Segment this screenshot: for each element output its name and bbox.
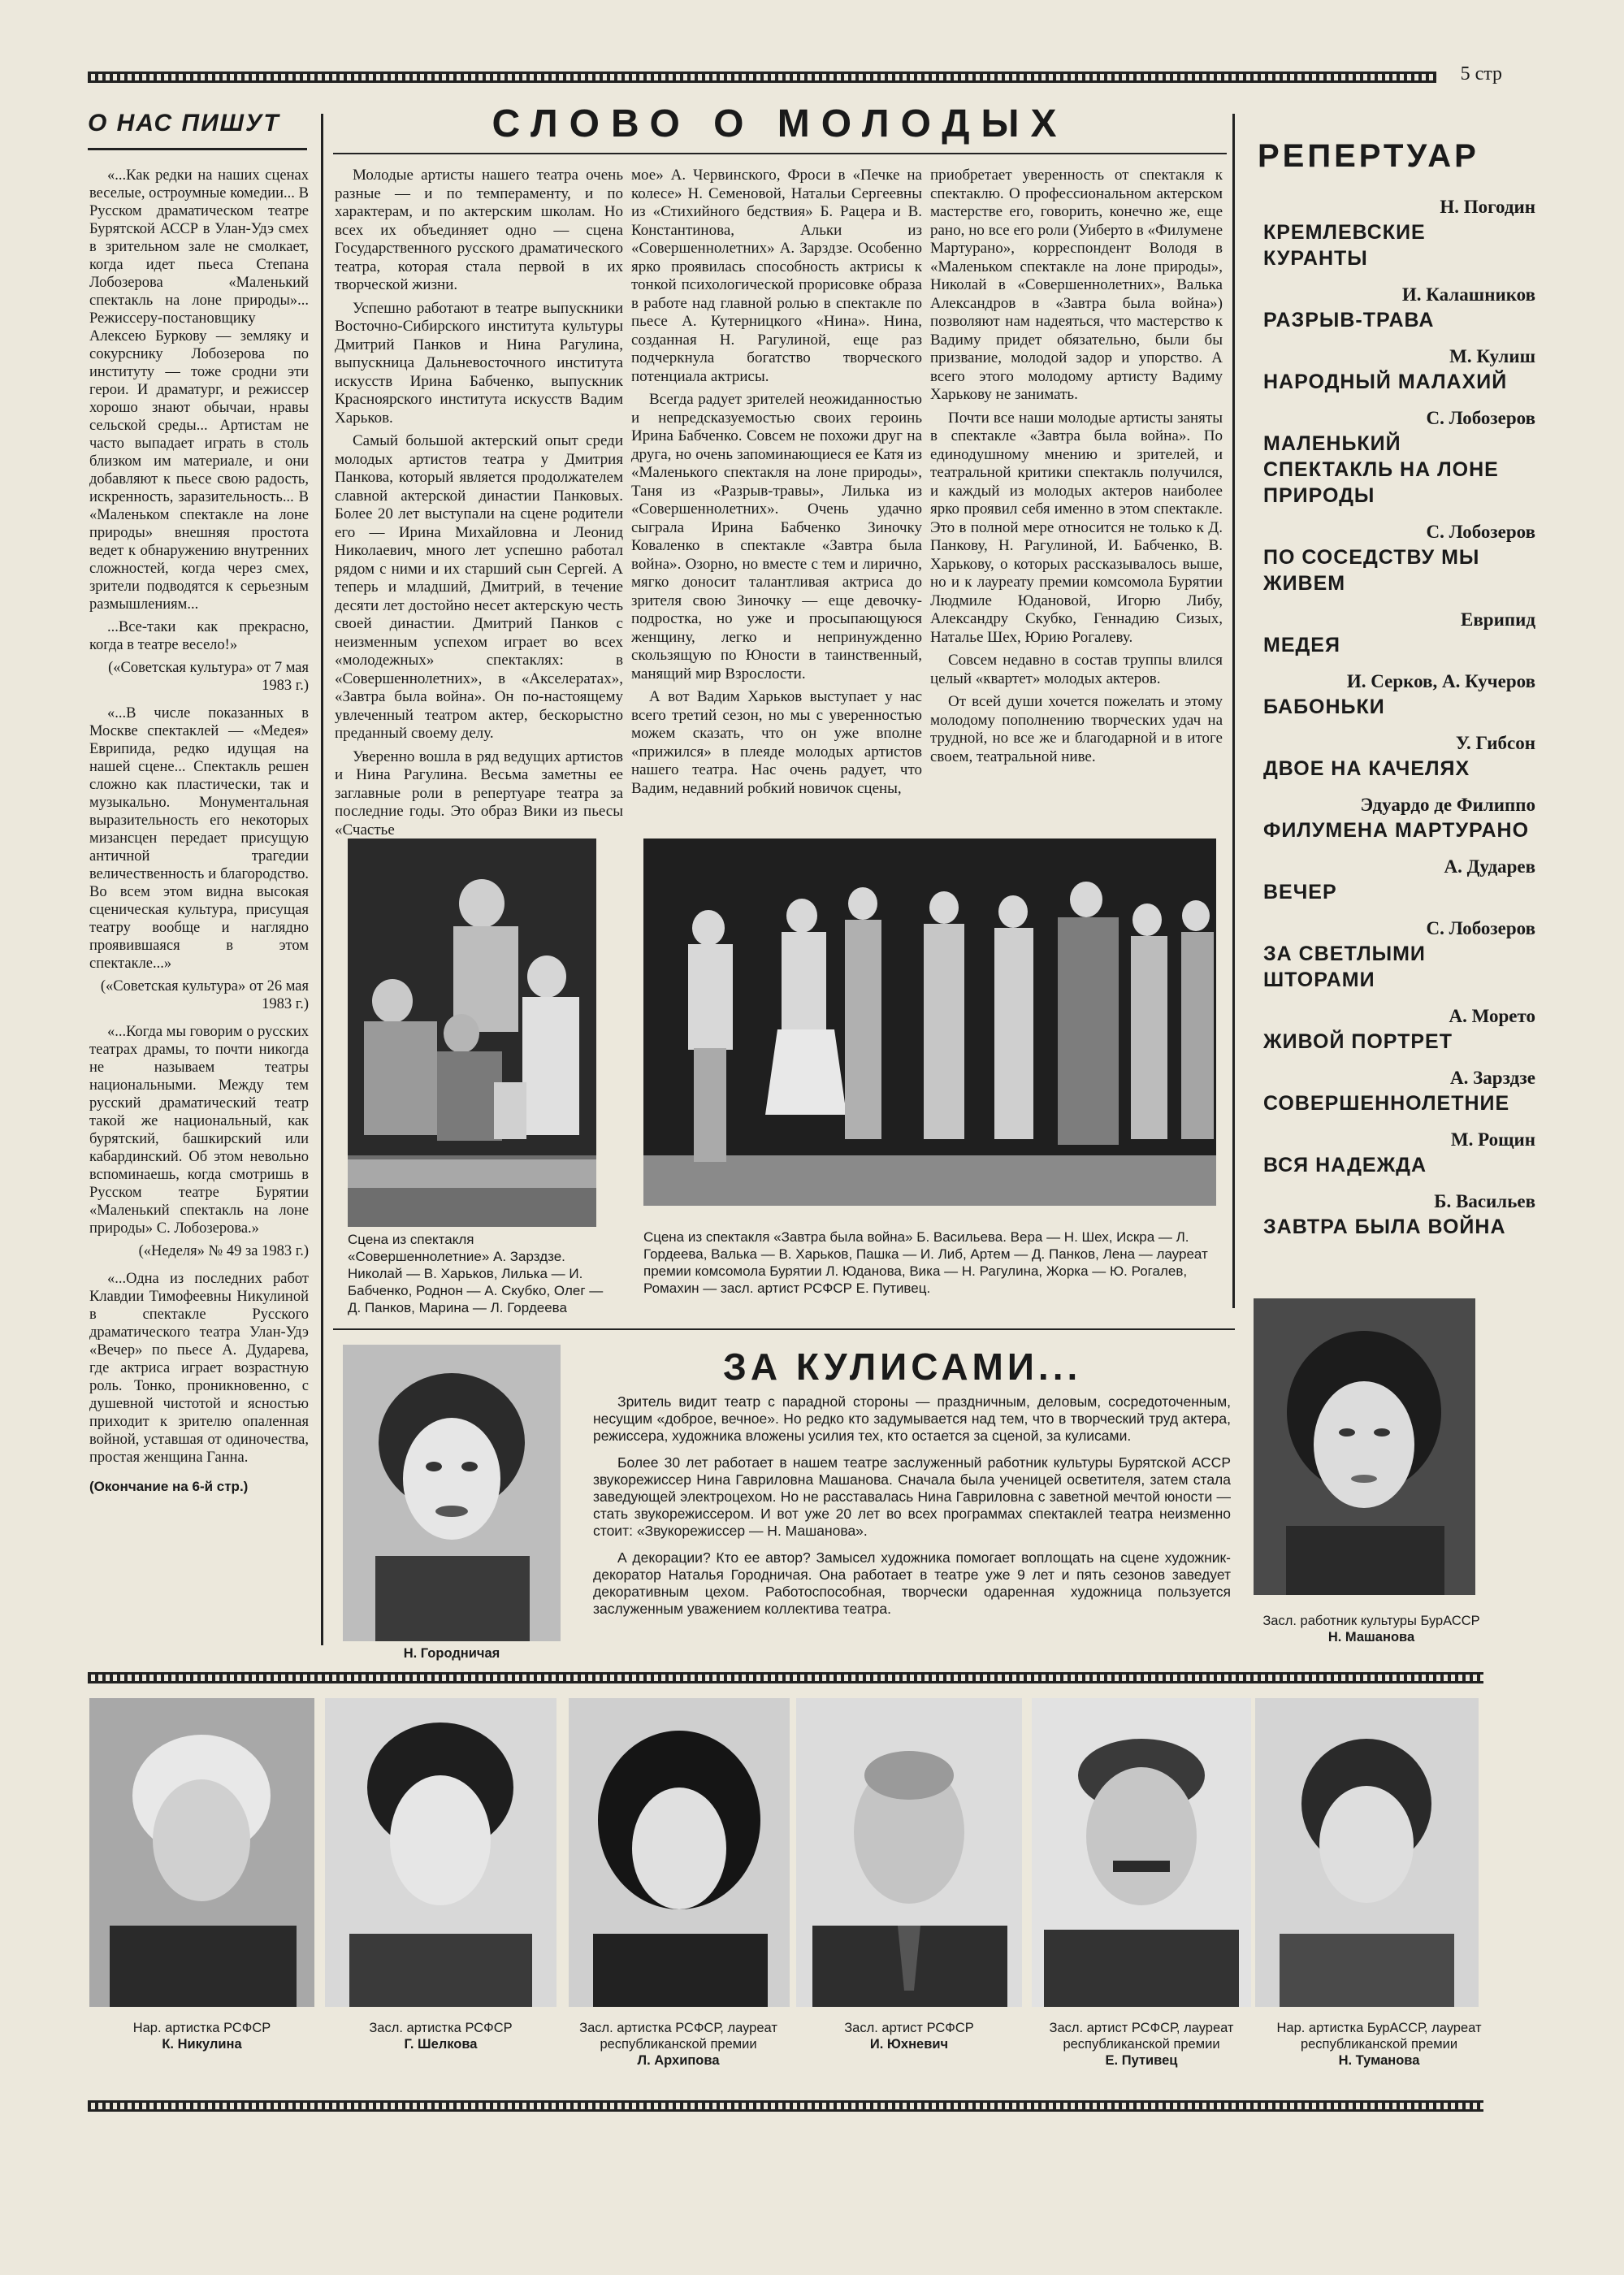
slovo-column-1	[335, 167, 623, 844]
repertoire-list	[1263, 195, 1535, 1251]
article-paragraph: Всегда радует зрителей неожиданностью и непредсказуемостью своих героинь Ирина Бабченко. Совсем не похожи друг на друга, но очень запоминающиеся ее Катя из «Маленького спектакля на лоне природы», Таня из «Разрыв-травы», Лилька из «Совершеннолетних». Очень удачно сыграла Ирина Бабченко Зиночку Коваленко в спектакле «Завтра была война». Озорно, но вместе с тем и лирично, мягко доносит талантливая актриса до зрителя свою Зиночку — еще девочку-подростка, но уже и просыпающуюся женщину, легко и непринужденно скользящую по Юности в таинственный, манящий мир Взрослости.	[631, 391, 922, 682]
caption-zavtra-byla-voyna: Сцена из спектакля «Завтра была война» Б. Васильева. Вера — Н. Шех, Искра — Л. Гордеева, Валька — В. Харьков, Пашка — И. Либ, Артем — Д. Панков, Лена — лауреат премии комсомола Бурятии Л. Юданова, Вика — Н. Рагулина, Жорка — Ю. Рогалев, Ромахин — засл. артист РСФСР Е. Путивец.	[643, 1229, 1208, 1296]
play-title: ЗА СВЕТЛЫМИ ШТОРАМИ	[1263, 942, 1426, 991]
play-author: А. Морето	[1449, 1006, 1535, 1026]
play-author: А. Зарздзе	[1449, 1068, 1535, 1088]
repertoire-item	[1263, 608, 1535, 658]
play-title: БАБОНЬКИ	[1263, 696, 1385, 718]
play-title: МАЛЕНЬКИЙ СПЕКТАКЛЬ НА ЛОНЕ ПРИРОДЫ	[1263, 432, 1499, 507]
article-paragraph: Успешно работают в театре выпускники Восточно-Сибирского института культуры Дмитрий Панков и Нина Рагулина, выпускница Дальневосточного института искусств Ирина Бабченко, выпускник Красноярского института искусств Вадим Харьков.	[335, 299, 623, 427]
portrait-title: Засл. артистка РСФСР, лауреат республиканской премии	[579, 2021, 777, 2052]
portrait-title: Нар. артистка РСФСР	[132, 2021, 271, 2035]
play-author: С. Лобозеров	[1426, 522, 1535, 542]
portrait-caption	[1263, 2020, 1495, 2069]
repertoire-item	[1263, 793, 1535, 843]
portrait-caption	[796, 2020, 1022, 2052]
article-paragraph: Почти все наши молодые артисты заняты в спектакле «Завтра была война». По единодушному мнению и зрителей, и театральной критики спектакль получился, и каждый из молодых актеров наиболее ярко проявил себя именно в этом спектакле. Это в полной мере относится не только к Д. Панкову, Н. Рагулиной, И. Бабченко, В. Харькову, о которых рассказывалось выше, но и к лауреату премии комсомола Бурятии Людмиле Юдановой, Игорю Либу, Александру Скубко, Геннадию Сизых, Наталье Шех, Юрию Рогалеву.	[930, 409, 1223, 646]
page-number: 5 стр	[1460, 63, 1502, 84]
portrait-title: Нар. артистка БурАССР, лауреат республиканской премии	[1276, 2021, 1482, 2052]
review-paragraph: ...Все-таки как прекрасно, когда в театре весело!»	[89, 619, 309, 653]
play-author: Б. Васильев	[1434, 1191, 1535, 1211]
portrait-name: Н. Туманова	[1338, 2053, 1420, 2068]
kulisy-paragraph: Более 30 лет работает в нашем театре заслуженный работник культуры Бурятской АССР звукорежиссер Нина Гавриловна Машанова. Сначала была ученицей осветителя, затем стала заведующей электроцехом. Но не расставалась Нина Гавриловна с заветной мечтой юности — стать звукорежиссером. И вот уже 20 лет во всех программах спектаклей театра неизменно стоит: «Звукорежиссер — Н. Машанова».	[593, 1454, 1231, 1539]
stage-scene-image	[643, 838, 1216, 1206]
kulisy-paragraph: А декорации? Кто ее автор? Замысел художника помогает воплощать на сцене художник-декоратор Наталья Городничая. Она работает в театре уже 9 лет и пять сезонов заведует декоративным цехом. Работоспособная, творчески одаренная художница пользуется заслуженным уважением коллектива театра.	[593, 1549, 1231, 1617]
portrait-arhipova	[569, 1698, 790, 2007]
kulisy-text	[593, 1393, 1231, 1627]
portrait-tumanova	[1255, 1698, 1479, 2007]
article-paragraph: Совсем недавно в состав труппы влился целый «квартет» молодых актеров.	[930, 652, 1223, 687]
article-paragraph: Самый большой актерский опыт среди молодых артистов театра у Дмитрия Панкова, который является продолжателем славной актерской династии Панковых. Более 20 лет выступали на сцене родители его — Ирина Михайловна и Леонид Николаевич, много лет успешно работал рядом с ними и их старший сын Сергей. А теперь и младший, Дмитрий, в течение десяти лет достойно несет актерскую честь своей династии. Дмитрий Панков с неизменным успехом играет во всех «молодежных» спектаклях: в «Совершеннолетних», в «Акселератах», «Завтра была война». Он по-настоящему увлеченный театром актер, бескорыстно преданный своему делу.	[335, 432, 623, 742]
repertoire-item	[1263, 195, 1535, 271]
portrait-title: Засл. артистка РСФСР	[369, 2021, 513, 2035]
play-author: А. Дударев	[1444, 856, 1535, 877]
play-title: ДВОЕ НА КАЧЕЛЯХ	[1263, 757, 1470, 780]
review-paragraph: «...Одна из последних работ Клавдии Тимофеевны Никулиной в спектакле Русского драматического театра Улан-Удэ «Вечер» по пьесе А. Дударева, где актриса играет возрастную роль. Тонко, проникновенно, с душевной чистотой и ясностью приходит к зрителю опаленная войной, уставшая от одиночества, простая женщина Ганна.	[89, 1271, 309, 1466]
portrait-image	[1032, 1698, 1251, 2007]
stage-photo-zavtra-byla-voyna	[643, 838, 1216, 1206]
kulisy-heading: ЗА КУЛИСАМИ...	[723, 1346, 1082, 1388]
portrait-name: Л. Архипова	[637, 2053, 720, 2068]
play-title: НАРОДНЫЙ МАЛАХИЙ	[1263, 370, 1508, 393]
portrait-caption	[325, 2020, 556, 2052]
stage-scene-image	[348, 838, 596, 1227]
portrait-image	[796, 1698, 1022, 2007]
middle-ornament	[88, 1672, 1483, 1684]
portrait-caption	[561, 2020, 796, 2069]
review-paragraph: «...Как редки на наших сценах веселые, остроумные комедии... В Русском драматическом театре Бурятской АССР в Улан-Удэ смех в зрительном зале не смолкает, когда идет пьеса Степана Лобозерова «Маленький спектакль на лоне природы»... Режиссеру-постановщику Алексею Буркову — земляку и сокурснику Лобозерова по институту — тоже сродни эти герои. И драматург, и режиссер хорошо знают обычаи, нравы сельской среды... Артистам не часто выпадает играть в столь близком им материале, и они добавляют к пьесе свою радость, искренность, заразительность... В «Маленьком спектакле на лоне природы» внешняя простота ведет к обнаружению внутренних сложностей, когда через смех, зрители подводятся к серьезным размышлениям...	[89, 167, 309, 613]
pishut-rule	[88, 148, 307, 150]
portrait-putivets	[1032, 1698, 1251, 2007]
portrait-caption	[89, 2020, 314, 2052]
caption-mashanova-title: Засл. работник культуры БурАССР	[1262, 1614, 1480, 1628]
repertoire-item	[1263, 520, 1535, 596]
play-title: ВЕЧЕР	[1263, 881, 1337, 904]
repertoire-item	[1263, 1128, 1535, 1178]
repertoire-heading: РЕПЕРТУАР	[1258, 138, 1479, 174]
portrait-image	[89, 1698, 314, 2007]
portrait-name: Е. Путивец	[1105, 2053, 1178, 2068]
repertoire-item	[1263, 283, 1535, 333]
play-title: ЗАВТРА БЫЛА ВОЙНА	[1263, 1216, 1506, 1238]
play-author: Эдуардо де Филиппо	[1360, 795, 1535, 815]
portrait-name: И. Юхневич	[869, 2037, 949, 2052]
caption-mashanova-name: Н. Машанова	[1327, 1630, 1415, 1644]
play-author: И. Калашников	[1401, 284, 1535, 305]
repertoire-item	[1263, 406, 1535, 509]
article-paragraph: От всей души хочется пожелать и этому молодому пополнению творческих удач на трудной, но все же и благодарной и в итоге своем, театральной ниве.	[930, 693, 1223, 765]
review-paragraph: «...Когда мы говорим о русских театрах драмы, то почти никогда не называем театры национальными. Между тем русский драматический театр такой же национальный, как бурятский, башкирский или кабардинский. Об этом невольно вспоминаешь, когда смотришь в Русском театре Бурятии «Маленький спектакль на лоне природы» С. Лобозерова.»	[89, 1024, 309, 1237]
review-source: («Неделя» № 49 за 1983 г.)	[138, 1243, 309, 1259]
slovo-heading: СЛОВО О МОЛОДЫХ	[492, 102, 1068, 145]
caption-mashanova	[1254, 1613, 1489, 1645]
play-title: ПО СОСЕДСТВУ МЫ ЖИВЕМ	[1263, 546, 1480, 595]
article-paragraph: приобретает уверенность от спектакля к спектаклю. О профессиональном актерском мастерстве его, говорить, конечно же, еще рано, но все его роли (Уиберто в «Филумене Мартурано», корреспондент Володя в «Маленьком спектакле на лоне природы», Николай в «Совершеннолетних», Валька Александров в «Завтра была война») позволяют нам надеяться, что мастерство к Вадиму придет обязательно, были бы призвание, молодой задор и упорство. А всего этого молодому артисту Вадиму Харькову не занимать.	[930, 167, 1223, 403]
review-source: («Советская культура» от 26 мая 1983 г.)	[100, 978, 309, 1012]
portrait-image	[325, 1698, 556, 2007]
top-ornament	[88, 72, 1436, 83]
play-author: Еврипид	[1461, 609, 1535, 630]
portrait-image	[569, 1698, 790, 2007]
article-paragraph: А вот Вадим Харьков выступает у нас всего третий сезон, но мы с уверенностью можем сказать, что он уже вполне «прижился» в плеяде молодых артистов нашего театра. Нас очень радует, что Вадим, недавний робкий новичок сцены,	[631, 688, 922, 797]
portrait-caption	[1028, 2020, 1255, 2069]
kulisy-top-rule	[333, 1328, 1235, 1330]
play-author: Н. Погодин	[1440, 197, 1535, 217]
stage-photo-sovershennoletnie	[348, 838, 596, 1227]
o-nas-pishut-heading: О НАС ПИШУТ	[88, 110, 280, 136]
play-title: СОВЕРШЕННОЛЕТНИЕ	[1263, 1092, 1510, 1115]
repertoire-item	[1263, 731, 1535, 782]
portrait-title: Засл. артист РСФСР	[844, 2021, 974, 2035]
play-author: С. Лобозеров	[1426, 918, 1535, 938]
repertoire-item	[1263, 855, 1535, 905]
portrait-image	[1255, 1698, 1479, 2007]
portrait-name: Г. Шелкова	[404, 2037, 478, 2052]
portrait-mashanova	[1254, 1298, 1475, 1595]
repertoire-item	[1263, 916, 1535, 993]
bottom-ornament	[88, 2100, 1483, 2112]
play-title: КРЕМЛЕВСКИЕ КУРАНТЫ	[1263, 221, 1426, 270]
article-paragraph: мое» А. Червинского, Фроси в «Печке на колесе» Н. Семеновой, Натальи Сергеевны из «Стихийного бедствия» Б. Рацера и В. Константинова, Альки из «Совершеннолетних» А. Зарздзе. Особенно ярко проявилась способность актрисы к тонкой психологической прорисовке образа в работе над главной ролью в спектакле по пьесе А. Кутерницкого «Нина». Нина, созданная Н. Рагулиной, еще раз подчеркнула богатство творческого потенциала актрисы.	[631, 167, 922, 385]
repertoire-item	[1263, 344, 1535, 395]
portrait-image	[1254, 1298, 1475, 1595]
continued-note: (Окончание на 6-й стр.)	[89, 1479, 249, 1494]
play-title: ВСЯ НАДЕЖДА	[1263, 1154, 1427, 1176]
portrait-gorodnichaya	[343, 1345, 561, 1641]
play-author: С. Лобозеров	[1426, 408, 1535, 428]
repertoire-item	[1263, 670, 1535, 720]
play-author: М. Рощин	[1450, 1129, 1535, 1150]
portrait-nikulina	[89, 1698, 314, 2007]
portrait-image	[343, 1345, 561, 1641]
repertoire-item	[1263, 1066, 1535, 1116]
play-title: РАЗРЫВ-ТРАВА	[1263, 309, 1435, 332]
portrait-title: Засл. артист РСФСР, лауреат республиканской премии	[1049, 2021, 1234, 2052]
play-title: ЖИВОЙ ПОРТРЕТ	[1263, 1030, 1453, 1053]
article-paragraph: Уверенно вошла в ряд ведущих артистов и Нина Рагулина. Весьма заметны ее заглавные роли в репертуаре театра за последние годы. Это образ Вики из пьесы «Счастье	[335, 748, 623, 838]
slovo-rule	[333, 153, 1227, 154]
repertoire-item	[1263, 1190, 1535, 1240]
o-nas-pishut-column	[89, 167, 309, 1501]
portrait-yuhnevich	[796, 1698, 1022, 2007]
column-divider	[321, 114, 323, 1645]
portrait-name: К. Никулина	[162, 2037, 242, 2052]
kulisy-paragraph: Зритель видит театр с парадной стороны — праздничным, деловым, сосредоточенным, несущим «доброе, вечное». Но редко кто задумывается над тем, что в творческий труд актера, режиссера, художника вложены усилия тех, кто остается за сценой, за кулисами.	[593, 1393, 1231, 1444]
review-source: («Советская культура» от 7 мая 1983 г.)	[108, 660, 309, 694]
slovo-column-2	[631, 167, 922, 803]
play-author: М. Кулиш	[1449, 346, 1535, 366]
slovo-column-3	[930, 167, 1223, 771]
review-paragraph: «...В числе показанных в Москве спектаклей — «Медея» Еврипида, редко идущая на нашей сцене... Спектакль решен сложно как пластически, так и музыкально. Монументальная выразительность его некоторых мизансцен передает присущую античной трагедии величественность и благородство. Во всем этом видна высокая сценическая культура, присущая театру вообще и наглядно проявившаяся в этом спектакле...»	[89, 705, 309, 972]
portrait-shelkova	[325, 1698, 556, 2007]
article-paragraph: Молодые артисты нашего театра очень разные — и по темпераменту, и по характерам, и по актерским школам. Но всех их объединяет одно — сцена Государственного русского драматического театра, которая стала первой в их творческой жизни.	[335, 167, 623, 293]
play-author: И. Серков, А. Кучеров	[1346, 671, 1535, 691]
repertoire-item	[1263, 1004, 1535, 1055]
play-author: У. Гибсон	[1455, 733, 1535, 753]
play-title: МЕДЕЯ	[1263, 634, 1340, 656]
caption-sovershennoletnie: Сцена из спектакля «Совершеннолетние» А. Зарздзе. Николай — В. Харьков, Лилька — И. Бабченко, Роднон — А. Скубко, Олег — Д. Панков, Марина — Л. Гордеева	[348, 1232, 604, 1315]
caption-gorodnichaya: Н. Городничая	[403, 1646, 500, 1661]
play-title: ФИЛУМЕНА МАРТУРАНО	[1263, 819, 1530, 842]
column-divider	[1232, 114, 1235, 1308]
